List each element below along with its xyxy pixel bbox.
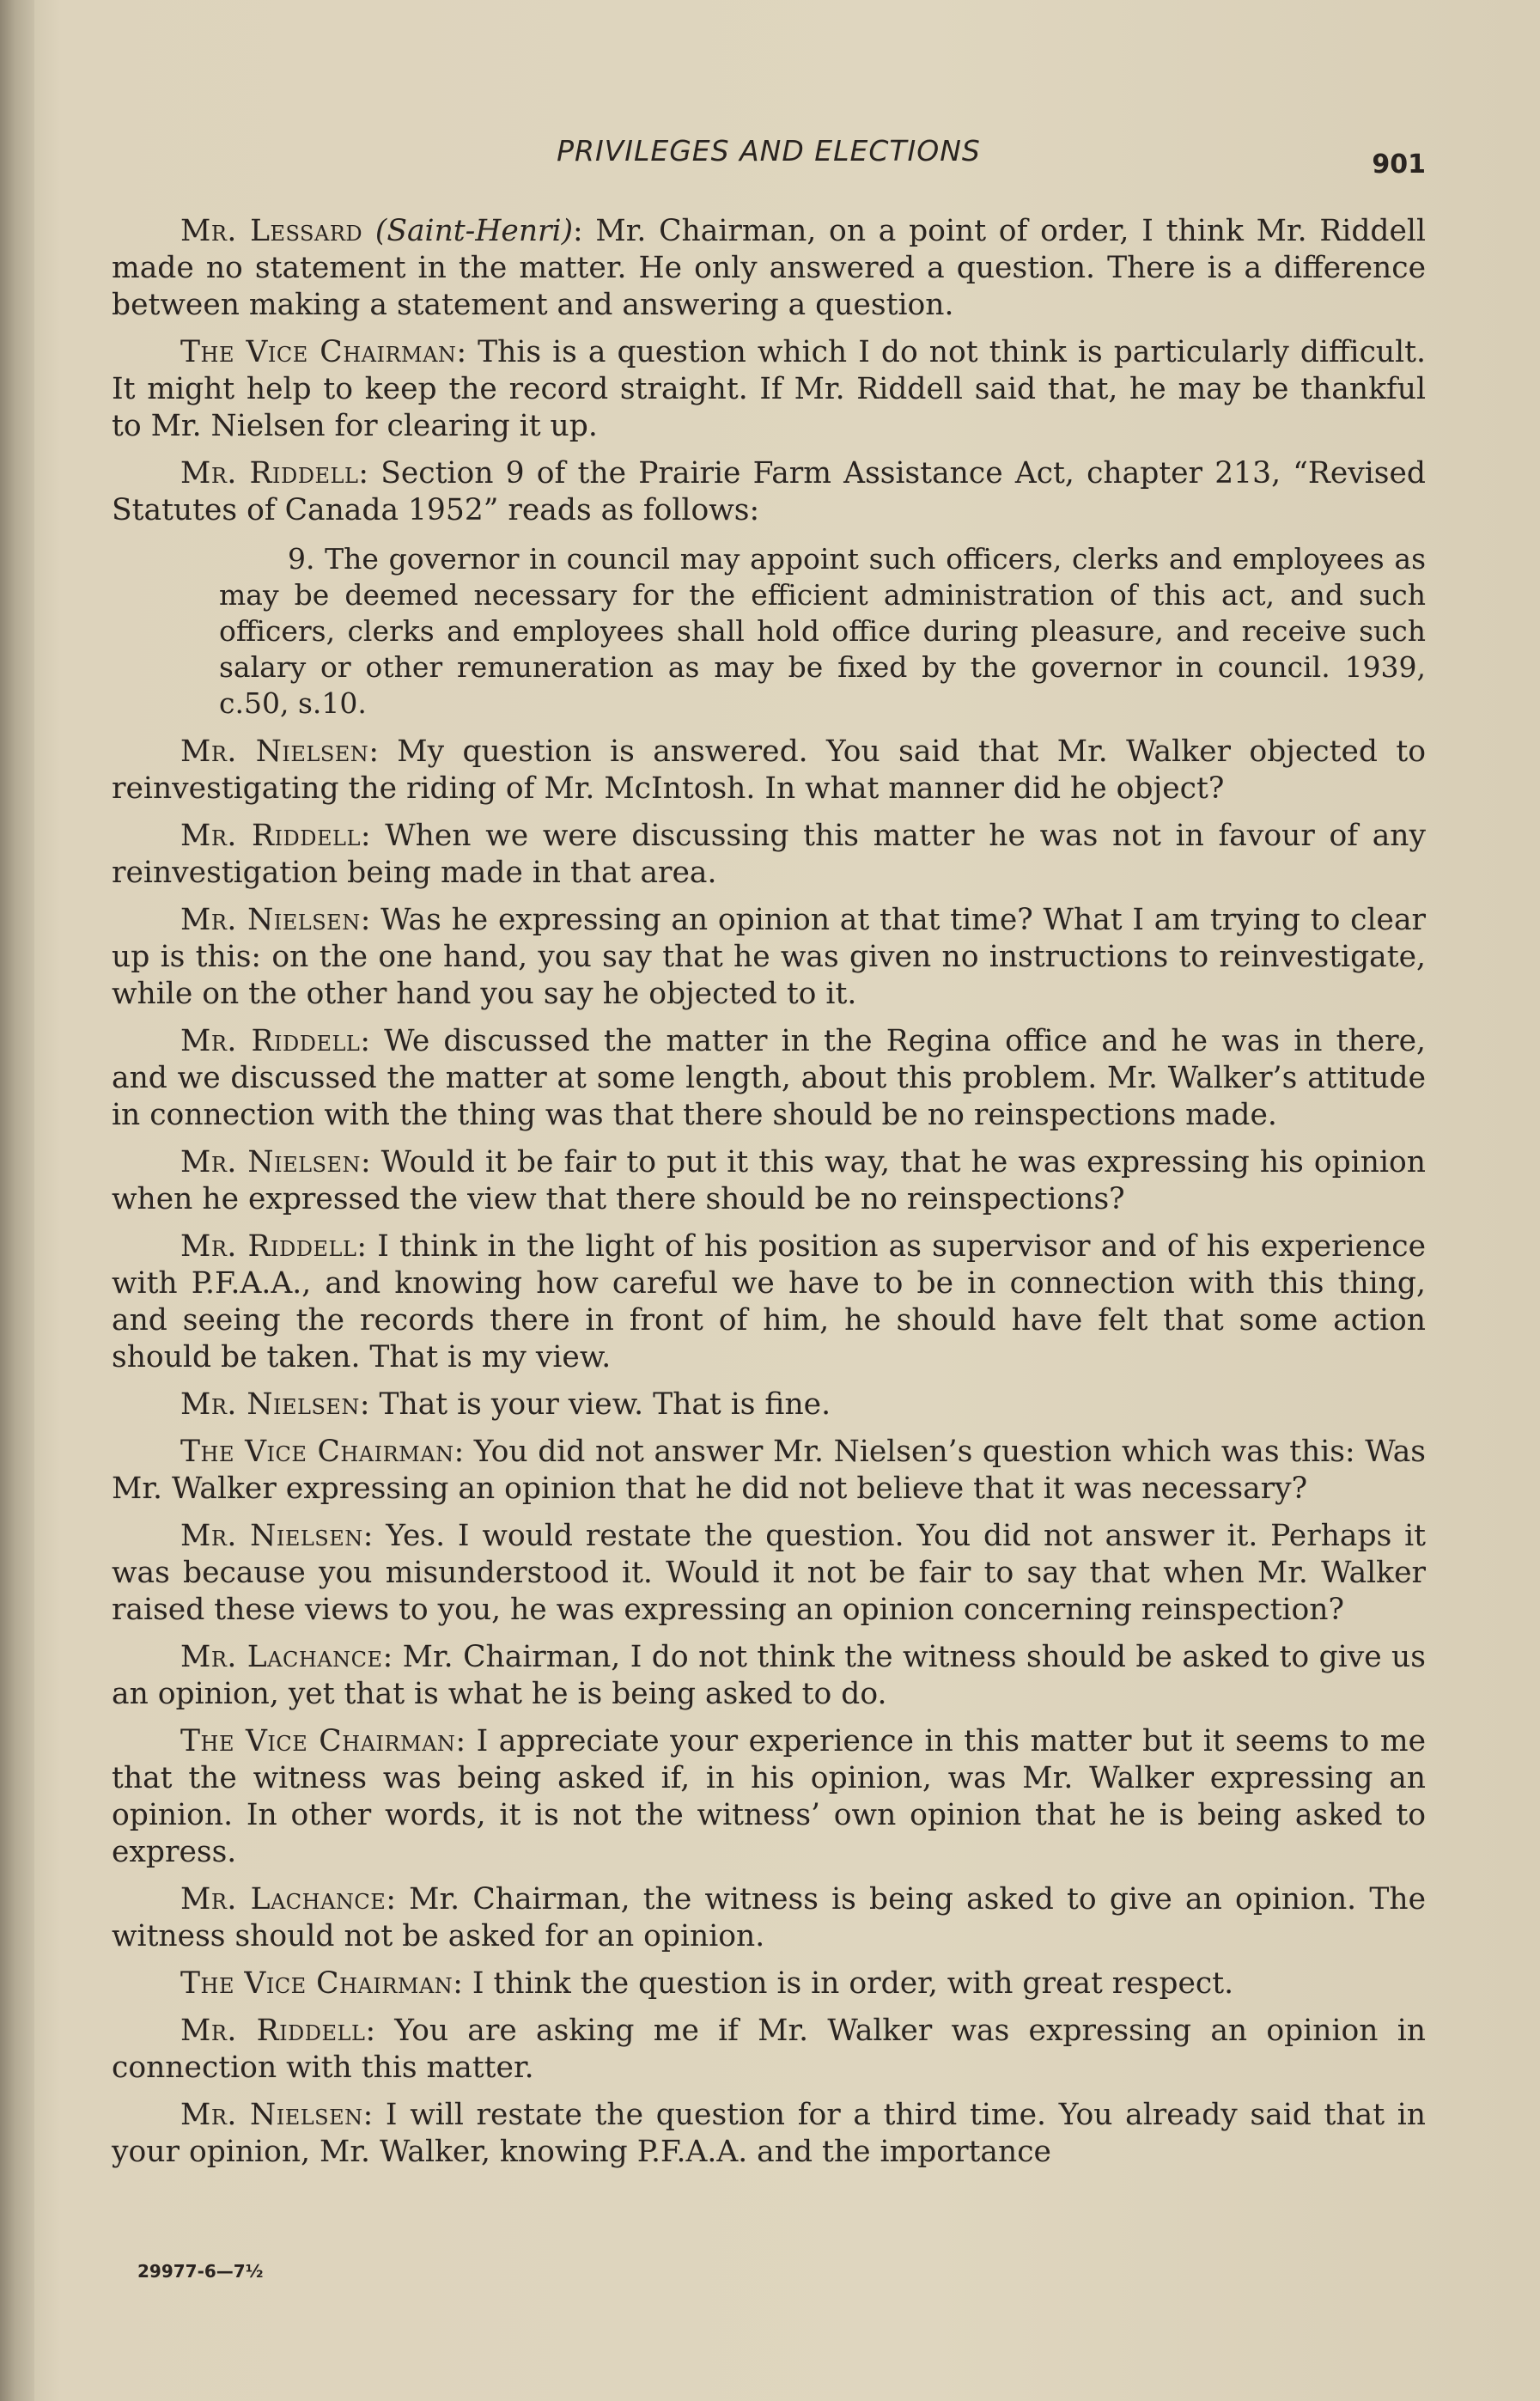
speaker-name: The Vice Chairman	[180, 1724, 456, 1758]
paragraph-text: : I appreciate your experience in this matter but it seems to me that the witness was being asked if, in his opinion, was Mr. Walker expressing an opinion. In other words, it is not the witness’ own opinion that he is being asked to express.	[112, 1724, 1426, 1869]
paragraph-nielsen-5	[112, 1518, 1426, 1629]
paragraph-text: : You are asking me if Mr. Walker was expressing an opinion in connection with this matter.	[112, 2014, 1426, 2085]
paragraph-text: : Was he expressing an opinion at that time? What I am trying to clear up is this: on the one hand, you say that he was given no instructions to reinvestigate, while on the other hand you say he objected to it.	[112, 903, 1427, 1011]
speaker-qualifier: (Saint-Henri)	[374, 214, 574, 248]
statute-quotation: 9. The governor in council may appoint such officers, clerks and employees as may be deemed necessary for the efficient administration of this act, and such officers, clerks and employees shall hold office during pleasure, and receive such salary or other remuneration as may be fixed by the governor in council. 1939, c.50, s.10.	[219, 542, 1426, 720]
paragraph-nielsen-4	[112, 1386, 1426, 1423]
paragraph-lachance-1	[112, 1639, 1426, 1713]
paragraph-text: : Section 9 of the Prairie Farm Assistance Act, chapter 213, “Revised Statutes of Canada 1952” reads as follows:	[112, 456, 1426, 527]
speaker-name: Mr. Lessard	[180, 214, 363, 248]
paragraph-text: : Would it be fair to put it this way, that he was expressing his opinion when he expressed the view that there should be no reinspections?	[112, 1145, 1426, 1216]
paragraph-nielsen-1	[112, 734, 1426, 807]
paragraph-text: : Mr. Chairman, I do not think the witness should be asked to give us an opinion, yet that is what he is being asked to do.	[112, 1640, 1426, 1711]
paragraph-text: : I think in the light of his position as supervisor and of his experience with P.F.A.A., and knowing how careful we have to be in connection with this thing, and seeing the records there in front of him, he should have felt that some action should be taken. That is my view.	[112, 1229, 1427, 1374]
paragraph-vice-chairman-4	[112, 1965, 1426, 2002]
paragraph-text: : Mr. Chairman, on a point of order, I think Mr. Riddell made no statement in the matter. He only answered a question. There is a difference between making a statement and answering a question.	[112, 214, 1426, 322]
speaker-name: Mr. Riddell	[180, 1229, 357, 1264]
paragraph-text: : That is your view. That is fine.	[359, 1387, 831, 1422]
paragraph-nielsen-6	[112, 2097, 1426, 2171]
paragraph-nielsen-2	[112, 902, 1426, 1013]
paragraph-text: : We discussed the matter in the Regina office and he was in there, and we discussed the matter at some length, about this problem. Mr. Walker’s attitude in connection with the thing was that there should be no reinspections made.	[112, 1024, 1427, 1132]
running-head: PRIVILEGES AND ELECTIONS	[557, 134, 981, 168]
speaker-name: Mr. Lachance	[180, 1882, 387, 1917]
paragraph-text: : When we were discussing this matter he was not in favour of any reinvestigation being made in that area.	[112, 819, 1427, 890]
speaker-name: Mr. Riddell	[180, 1024, 361, 1058]
page-header	[112, 129, 1426, 180]
paragraph-vice-chairman-2	[112, 1434, 1426, 1508]
speaker-name: Mr. Nielsen	[180, 903, 361, 937]
paragraph-text: : This is a question which I do not think is particularly difficult. It might help to keep the record straight. If Mr. Riddell said that, he may be thankful to Mr. Nielsen for clearing it up.	[112, 335, 1426, 443]
paragraph-vice-chairman-1	[112, 334, 1426, 445]
page-binding-edge	[0, 0, 34, 2401]
paragraph-text: : You did not answer Mr. Nielsen’s question which was this: Was Mr. Walker expressing an opinion that he did not believe that it was necessary?	[112, 1435, 1426, 1506]
speaker-name: Mr. Nielsen	[180, 1145, 361, 1179]
speaker-name: Mr. Nielsen	[180, 1519, 363, 1553]
paragraph-riddell-4	[112, 1228, 1426, 1376]
speaker-name: Mr. Nielsen	[180, 2098, 363, 2132]
speaker-name: Mr. Lachance	[180, 1640, 383, 1674]
paragraph-nielsen-3	[112, 1144, 1426, 1218]
paragraph-text: : Yes. I would restate the question. You did not answer it. Perhaps it was because you misunderstood it. Would it not be fair to say that when Mr. Walker raised these views to you, he was expressing an opinion concerning reinspection?	[112, 1519, 1426, 1627]
speaker-name: The Vice Chairman	[180, 1435, 454, 1469]
speaker-name: Mr. Nielsen	[180, 1387, 360, 1422]
paragraph-riddell-5	[112, 2013, 1426, 2087]
printer-signature-code: 29977-6—7½	[137, 2261, 264, 2282]
paragraph-vice-chairman-3	[112, 1723, 1426, 1871]
speaker-name: Mr. Riddell	[180, 2014, 366, 2048]
speaker-name: Mr. Riddell	[180, 819, 361, 853]
paragraph-lessard-point-of-order	[112, 213, 1426, 324]
speaker-name: Mr. Nielsen	[180, 734, 369, 769]
paragraph-riddell-1	[112, 455, 1426, 529]
speaker-name: Mr. Riddell	[180, 456, 359, 491]
speaker-name: The Vice Chairman	[180, 1966, 453, 2001]
page-number: 901	[1372, 149, 1426, 180]
transcript-body	[112, 213, 1426, 2181]
speaker-name: The Vice Chairman	[180, 335, 457, 369]
paragraph-text: : Mr. Chairman, the witness is being asked to give an opinion. The witness should not be asked for an opinion.	[112, 1882, 1426, 1953]
paragraph-riddell-2	[112, 818, 1426, 892]
paragraph-riddell-3	[112, 1023, 1426, 1134]
paragraph-text: : I think the question is in order, with great respect.	[453, 1966, 1234, 2001]
paragraph-text: : My question is answered. You said that Mr. Walker objected to reinvestigating the riding of Mr. McIntosh. In what manner did he object?	[112, 734, 1426, 806]
paragraph-lachance-2	[112, 1881, 1426, 1955]
paragraph-text: : I will restate the question for a third time. You already said that in your opinion, Mr. Walker, knowing P.F.A.A. and the importance	[112, 2098, 1426, 2169]
